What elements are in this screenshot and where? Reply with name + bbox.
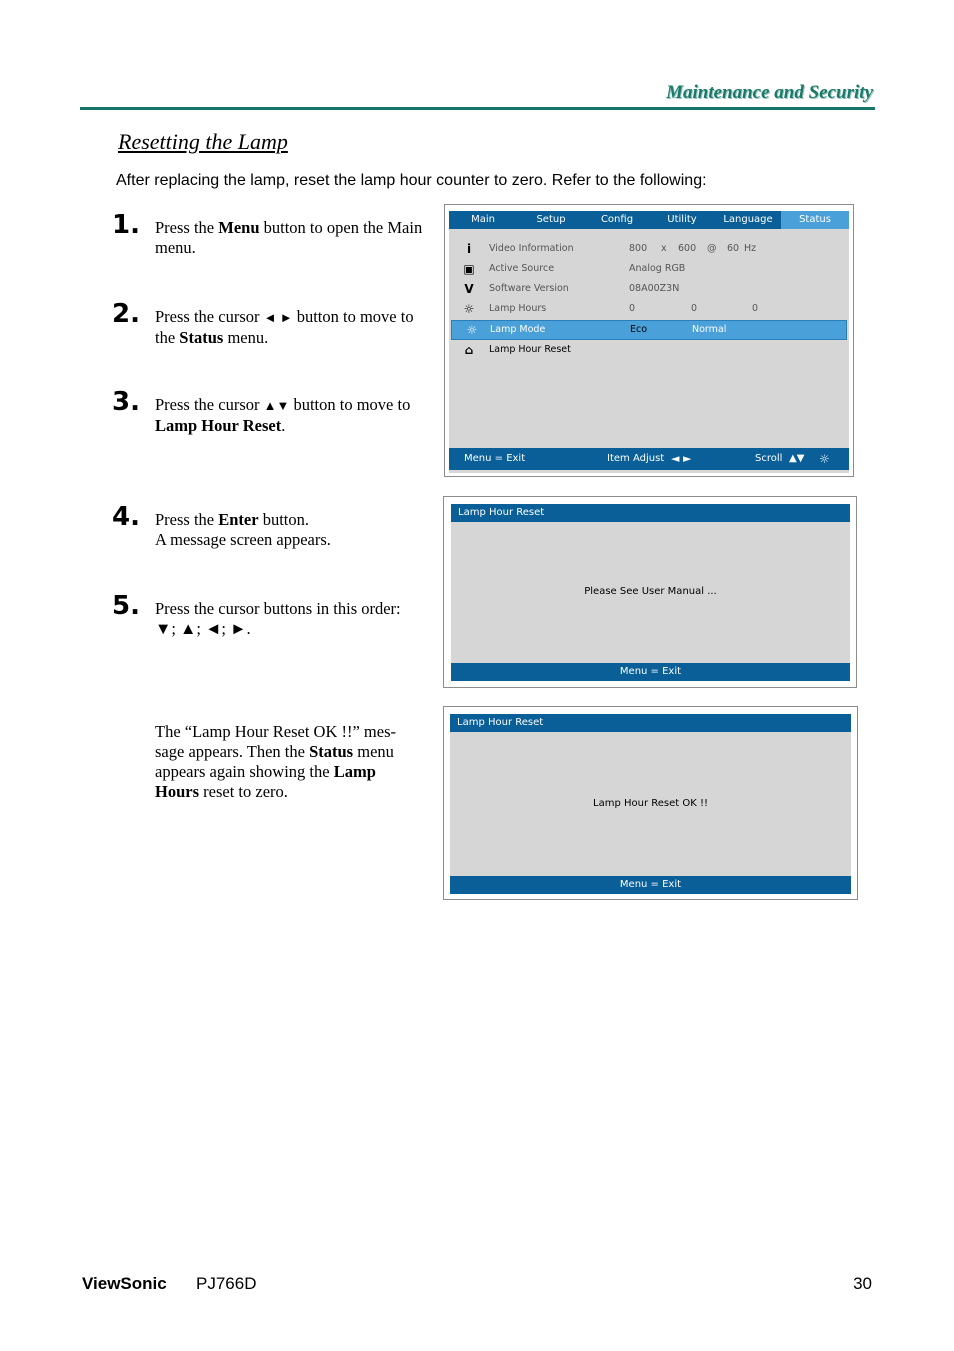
step-text: Press the cursor buttons in this order: ▼; ▲; ◄; ►. [155, 599, 401, 638]
step-number: 4. [112, 502, 140, 532]
up-down-arrow-icon: ▲▼ [789, 453, 805, 464]
step-number: 3. [112, 387, 140, 417]
version-icon: V [464, 282, 474, 296]
dialog-message: Please See User Manual ... [584, 586, 717, 597]
step-number: 2. [112, 299, 140, 329]
tab-config[interactable]: Config [600, 214, 634, 225]
osd-row-video-information[interactable]: i Video Information 800 x 600 @ 60 Hz [449, 240, 849, 258]
section-header: Maintenance and Security [666, 82, 873, 103]
osd-row-active-source[interactable]: ▣ Active Source Analog RGB [449, 260, 849, 278]
tab-status[interactable]: Status [781, 211, 849, 229]
footer-model: PJ766D [196, 1274, 257, 1293]
osd-status-screenshot [444, 204, 854, 477]
page-title: Resetting the Lamp [118, 129, 288, 154]
osd-panel [449, 211, 849, 473]
step-text: Press the Enter button. A message screen appears. [155, 510, 331, 549]
dialog-footer: Menu = Exit [450, 876, 851, 894]
osd-dialog [450, 714, 851, 894]
footer-brand: ViewSonic [82, 1274, 167, 1293]
page-number: 30 [853, 1274, 872, 1293]
osd-row-software-version[interactable]: V Software Version 08A00Z3N [449, 280, 849, 298]
item-adjust-hint: Item Adjust [607, 453, 665, 464]
reset-icon: ⌂ [464, 343, 474, 357]
step-text: Press the Menu button to open the Main menu. [155, 218, 423, 257]
osd-message-screenshot [443, 496, 857, 688]
left-right-arrow-icon: ◄ ► [263, 310, 293, 325]
osd-row-lamp-hour-reset[interactable]: ⌂ Lamp Hour Reset [449, 341, 849, 359]
dialog-title: Lamp Hour Reset [458, 507, 545, 518]
osd-dialog [451, 504, 850, 681]
dialog-footer: Menu = Exit [451, 663, 850, 681]
final-paragraph: The “Lamp Hour Reset OK !!” mes-sage appears. Then the Status menu appears again showing the Lamp Hours reset to zero. [155, 722, 396, 801]
osd-footer-bar [449, 448, 849, 470]
scroll-hint: Scroll [755, 453, 783, 464]
dialog-message: Lamp Hour Reset OK !! [593, 798, 708, 809]
osd-row-lamp-hours[interactable]: ☼ Lamp Hours 0 0 0 [449, 300, 849, 318]
dialog-title-bar [451, 504, 850, 522]
dialog-title-bar [450, 714, 851, 732]
info-icon: i [466, 242, 472, 256]
lamp-icon: ☼ [819, 452, 830, 466]
step-text: Press the cursor ▲▼ button to move to Lamp Hour Reset. [155, 395, 411, 435]
lamp-icon: ☼ [463, 302, 475, 316]
intro-text: After replacing the lamp, reset the lamp hour counter to zero. Refer to the following: [116, 172, 707, 189]
osd-message-screenshot [443, 706, 858, 900]
source-icon: ▣ [463, 262, 475, 276]
step-text: Press the cursor ◄ ► button to move to the Status menu. [155, 307, 414, 347]
step-number: 1. [112, 210, 140, 240]
tab-setup[interactable]: Setup [536, 214, 566, 225]
dialog-title: Lamp Hour Reset [457, 717, 544, 728]
step-number: 5. [112, 591, 140, 621]
lamp-mode-icon: ☼ [466, 323, 478, 337]
up-down-arrow-icon: ▲▼ [263, 398, 290, 413]
arrow-sequence: ▼; ▲; ◄; ►. [155, 619, 251, 638]
tab-utility[interactable]: Utility [667, 214, 697, 225]
left-right-arrow-icon: ◄ ► [671, 452, 692, 465]
tab-language[interactable]: Language [723, 214, 773, 225]
header-rule [80, 107, 875, 110]
tab-main[interactable]: Main [471, 214, 495, 225]
osd-row-lamp-mode[interactable]: ☼ Lamp Mode Eco Normal [451, 320, 847, 340]
osd-tab-bar [449, 211, 849, 229]
menu-exit-hint: Menu = Exit [464, 453, 526, 464]
